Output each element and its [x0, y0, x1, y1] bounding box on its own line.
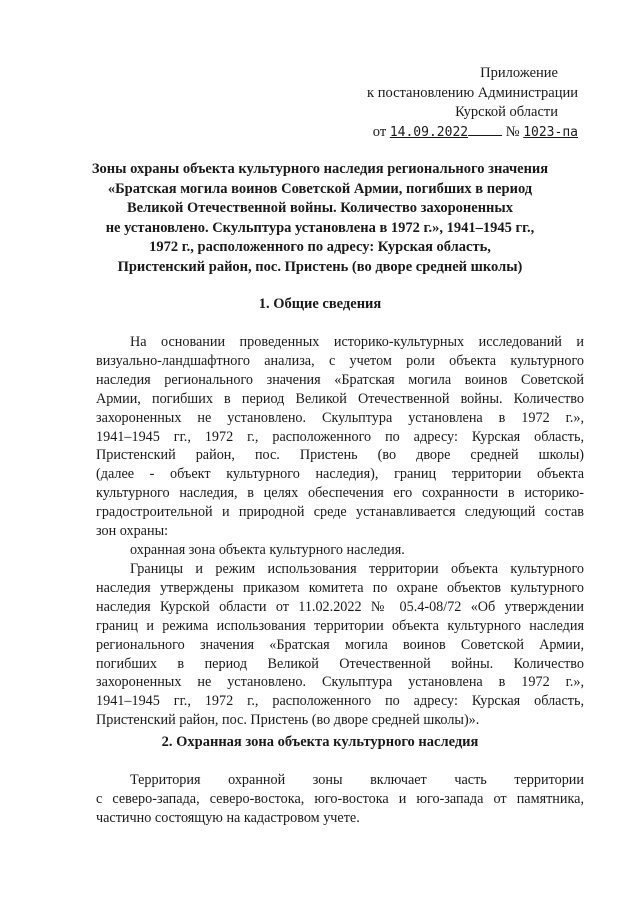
appendix-resolution: к постановлению Администрации	[367, 84, 578, 101]
resolution-date: 14.09.2022	[389, 124, 469, 140]
paragraph-line: погибших в период Великой Отечественной войны. Количество	[96, 655, 584, 672]
paragraph-line: захороненных не установлено. Скульптура установлена в 1972 г.»,	[96, 409, 584, 426]
paragraph-line: визуально-ландшафтного анализа, с учетом роли объекта культурного	[96, 352, 584, 369]
paragraph-line: Армии, погибших в период Великой Отечественной войны. Количество	[96, 390, 584, 407]
paragraph-line: На основании проведенных историко-культурных исследований и	[130, 334, 584, 350]
paragraph-line: охранная зона объекта культурного наследия.	[130, 542, 405, 558]
title-line: Пристенский район, пос. Пристень (во дворе средней школы)	[117, 258, 523, 275]
title-line: 1972 г., расположенного по адресу: Курская область,	[149, 239, 491, 255]
paragraph-line: Пристенский район, пос. Пристень (во дворе средней школы)	[96, 447, 584, 464]
paragraph-line: градостроительной и природной среде устанавливается следующий состав	[96, 504, 584, 521]
title-line: не установлено. Скульптура установлена в 1972 г.», 1941–1945 гг.,	[105, 219, 535, 236]
paragraph-line: захороненных не установлено. Скульптура установлена в 1972 г.»,	[96, 674, 584, 691]
date-prefix: от	[372, 123, 387, 140]
paragraph-line: Границы и режим использования территории объекта культурного	[130, 561, 584, 577]
paragraph-line: наследия утверждены приказом комитета по охране объектов культурного	[96, 579, 584, 596]
paragraph-line: с северо-запада, северо-востока, юго-востока и юго-запада от памятника,	[96, 790, 584, 807]
paragraph-line: культурного наследия, в целях обеспечения его сохранности в историко-	[96, 485, 584, 502]
section-2-paragraph-1	[96, 771, 584, 828]
section-1-paragraph-3	[96, 560, 584, 730]
appendix-header	[367, 64, 578, 142]
title-line: Зоны охраны объекта культурного наследия регионального значения	[91, 161, 549, 177]
paragraph-line: границ и режима использования территории объекта культурного наследия	[96, 617, 584, 634]
document-title	[90, 160, 550, 277]
paragraph-line: Пристенский район, пос. Пристень (во дворе средней школы)».	[96, 712, 480, 729]
section-2-heading: 2. Охранная зона объекта культурного наследия	[161, 734, 479, 750]
paragraph-line: 1941–1945 гг., 1972 г., расположенного по адресу: Курская область,	[96, 428, 584, 445]
resolution-number: 1023-па	[523, 124, 578, 140]
paragraph-line: 1941–1945 гг., 1972 г., расположенного по адресу: Курская область,	[96, 693, 584, 710]
appendix-region: Курской области	[455, 104, 558, 120]
date-underline	[468, 123, 502, 136]
paragraph-line: частично состоящую на кадастровом учете.	[96, 809, 360, 826]
title-line: «Братская могила воинов Советской Армии, погибших в период	[107, 180, 533, 197]
title-line: Великой Отечественной войны. Количество захороненных	[127, 200, 513, 216]
section-1-paragraph-1	[96, 333, 584, 541]
paragraph-line: зон охраны:	[96, 523, 169, 540]
appendix-label: Приложение	[480, 65, 558, 81]
paragraph-line: (далее - объект культурного наследия), границ территории объекта	[96, 466, 584, 483]
paragraph-line: Территория охранной зоны включает часть территории	[130, 772, 584, 788]
paragraph-line: наследия Курской области от 11.02.2022 № 05.4-08/72 «Об утверждении	[96, 598, 584, 615]
paragraph-line: регионального значения «Братская могила воинов Советской Армии,	[96, 636, 584, 653]
section-1-paragraph-2	[96, 541, 584, 560]
paragraph-line: наследия регионального значения «Братская могила воинов Советской	[96, 371, 584, 388]
number-prefix: №	[505, 123, 520, 140]
section-1-heading: 1. Общие сведения	[258, 296, 382, 312]
appendix-date-number	[367, 123, 578, 143]
